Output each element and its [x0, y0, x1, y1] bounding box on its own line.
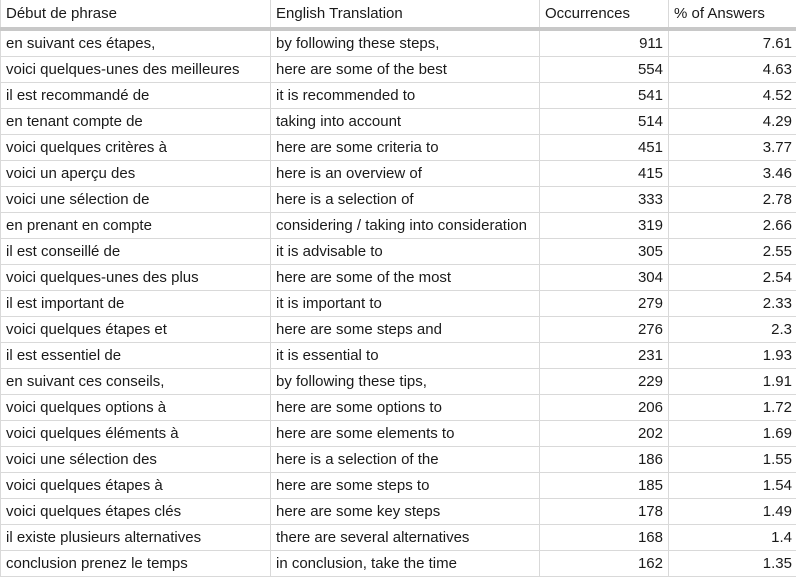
- cell-occurrences[interactable]: 186: [540, 447, 669, 473]
- cell-occurrences[interactable]: 304: [540, 265, 669, 291]
- cell-occurrences[interactable]: 451: [540, 135, 669, 161]
- cell-percent[interactable]: 3.46: [669, 161, 796, 187]
- table-row: [1, 317, 796, 343]
- cell-occurrences[interactable]: 514: [540, 109, 669, 135]
- table-row: [1, 29, 796, 57]
- table-body: [1, 29, 796, 577]
- cell-translation[interactable]: here are some of the best: [271, 57, 540, 83]
- cell-phrase[interactable]: voici une sélection de: [1, 187, 271, 213]
- cell-phrase[interactable]: il existe plusieurs alternatives: [1, 525, 271, 551]
- cell-phrase[interactable]: il est essentiel de: [1, 343, 271, 369]
- cell-percent[interactable]: 7.61: [669, 29, 796, 57]
- cell-occurrences[interactable]: 185: [540, 473, 669, 499]
- cell-percent[interactable]: 2.55: [669, 239, 796, 265]
- table-row: [1, 265, 796, 291]
- cell-translation[interactable]: it is advisable to: [271, 239, 540, 265]
- table-row: [1, 525, 796, 551]
- cell-occurrences[interactable]: 319: [540, 213, 669, 239]
- header-cell-phrase[interactable]: Début de phrase: [1, 0, 271, 29]
- cell-occurrences[interactable]: 276: [540, 317, 669, 343]
- cell-occurrences[interactable]: 911: [540, 29, 669, 57]
- cell-percent[interactable]: 3.77: [669, 135, 796, 161]
- cell-translation[interactable]: here are some of the most: [271, 265, 540, 291]
- cell-percent[interactable]: 4.63: [669, 57, 796, 83]
- table-row: [1, 499, 796, 525]
- cell-percent[interactable]: 2.3: [669, 317, 796, 343]
- cell-translation[interactable]: it is recommended to: [271, 83, 540, 109]
- cell-translation[interactable]: here are some steps and: [271, 317, 540, 343]
- cell-translation[interactable]: here are some criteria to: [271, 135, 540, 161]
- cell-translation[interactable]: in conclusion, take the time: [271, 551, 540, 577]
- cell-percent[interactable]: 1.49: [669, 499, 796, 525]
- cell-phrase[interactable]: voici quelques étapes et: [1, 317, 271, 343]
- cell-percent[interactable]: 1.35: [669, 551, 796, 577]
- cell-percent[interactable]: 2.78: [669, 187, 796, 213]
- cell-percent[interactable]: 1.91: [669, 369, 796, 395]
- table-row: [1, 421, 796, 447]
- table-row: [1, 447, 796, 473]
- cell-percent[interactable]: 4.52: [669, 83, 796, 109]
- table-row: [1, 343, 796, 369]
- table-row: [1, 135, 796, 161]
- cell-percent[interactable]: 1.69: [669, 421, 796, 447]
- table-row: [1, 239, 796, 265]
- cell-translation[interactable]: here is an overview of: [271, 161, 540, 187]
- cell-phrase[interactable]: en tenant compte de: [1, 109, 271, 135]
- cell-percent[interactable]: 1.72: [669, 395, 796, 421]
- table-row: [1, 57, 796, 83]
- cell-percent[interactable]: 1.55: [669, 447, 796, 473]
- table-row: [1, 83, 796, 109]
- cell-translation[interactable]: here are some options to: [271, 395, 540, 421]
- cell-translation[interactable]: there are several alternatives: [271, 525, 540, 551]
- table-row: [1, 109, 796, 135]
- cell-translation[interactable]: it is essential to: [271, 343, 540, 369]
- cell-occurrences[interactable]: 178: [540, 499, 669, 525]
- cell-percent[interactable]: 4.29: [669, 109, 796, 135]
- cell-occurrences[interactable]: 162: [540, 551, 669, 577]
- cell-phrase[interactable]: voici quelques critères à: [1, 135, 271, 161]
- cell-phrase[interactable]: voici quelques éléments à: [1, 421, 271, 447]
- cell-percent[interactable]: 2.54: [669, 265, 796, 291]
- cell-percent[interactable]: 2.33: [669, 291, 796, 317]
- cell-percent[interactable]: 1.54: [669, 473, 796, 499]
- cell-translation[interactable]: here is a selection of: [271, 187, 540, 213]
- cell-translation[interactable]: by following these steps,: [271, 29, 540, 57]
- cell-percent[interactable]: 1.93: [669, 343, 796, 369]
- table-row: [1, 473, 796, 499]
- header-row: [1, 0, 796, 29]
- cell-translation[interactable]: taking into account: [271, 109, 540, 135]
- cell-percent[interactable]: 2.66: [669, 213, 796, 239]
- header-cell-translation[interactable]: English Translation: [271, 0, 540, 29]
- cell-phrase[interactable]: en suivant ces étapes,: [1, 29, 271, 57]
- cell-phrase[interactable]: voici quelques-unes des plus: [1, 265, 271, 291]
- cell-phrase[interactable]: en prenant en compte: [1, 213, 271, 239]
- header-cell-percent[interactable]: % of Answers: [669, 0, 796, 29]
- cell-translation[interactable]: it is important to: [271, 291, 540, 317]
- table-row: [1, 369, 796, 395]
- cell-phrase[interactable]: voici quelques options à: [1, 395, 271, 421]
- table-row: [1, 161, 796, 187]
- cell-percent[interactable]: 1.4: [669, 525, 796, 551]
- cell-occurrences[interactable]: 279: [540, 291, 669, 317]
- cell-phrase[interactable]: il est important de: [1, 291, 271, 317]
- cell-phrase[interactable]: il est recommandé de: [1, 83, 271, 109]
- cell-translation[interactable]: here is a selection of the: [271, 447, 540, 473]
- cell-phrase[interactable]: voici quelques-unes des meilleures: [1, 57, 271, 83]
- cell-translation[interactable]: by following these tips,: [271, 369, 540, 395]
- cell-phrase[interactable]: voici quelques étapes clés: [1, 499, 271, 525]
- cell-occurrences[interactable]: 541: [540, 83, 669, 109]
- cell-occurrences[interactable]: 231: [540, 343, 669, 369]
- table-row: [1, 551, 796, 577]
- cell-occurrences[interactable]: 168: [540, 525, 669, 551]
- cell-phrase[interactable]: voici quelques étapes à: [1, 473, 271, 499]
- cell-occurrences[interactable]: 333: [540, 187, 669, 213]
- cell-translation[interactable]: here are some elements to: [271, 421, 540, 447]
- table-row: [1, 291, 796, 317]
- cell-occurrences[interactable]: 305: [540, 239, 669, 265]
- cell-translation[interactable]: here are some steps to: [271, 473, 540, 499]
- table-row: [1, 187, 796, 213]
- table-row: [1, 213, 796, 239]
- cell-occurrences[interactable]: 554: [540, 57, 669, 83]
- cell-occurrences[interactable]: 415: [540, 161, 669, 187]
- cell-phrase[interactable]: conclusion prenez le temps: [1, 551, 271, 577]
- table-row: [1, 395, 796, 421]
- header-cell-occurrences[interactable]: Occurrences: [540, 0, 669, 29]
- cell-phrase[interactable]: voici une sélection des: [1, 447, 271, 473]
- cell-phrase[interactable]: voici un aperçu des: [1, 161, 271, 187]
- cell-translation[interactable]: here are some key steps: [271, 499, 540, 525]
- cell-phrase[interactable]: en suivant ces conseils,: [1, 369, 271, 395]
- cell-phrase[interactable]: il est conseillé de: [1, 239, 271, 265]
- cell-translation[interactable]: considering / taking into consideration: [271, 213, 540, 239]
- cell-occurrences[interactable]: 202: [540, 421, 669, 447]
- cell-occurrences[interactable]: 206: [540, 395, 669, 421]
- cell-occurrences[interactable]: 229: [540, 369, 669, 395]
